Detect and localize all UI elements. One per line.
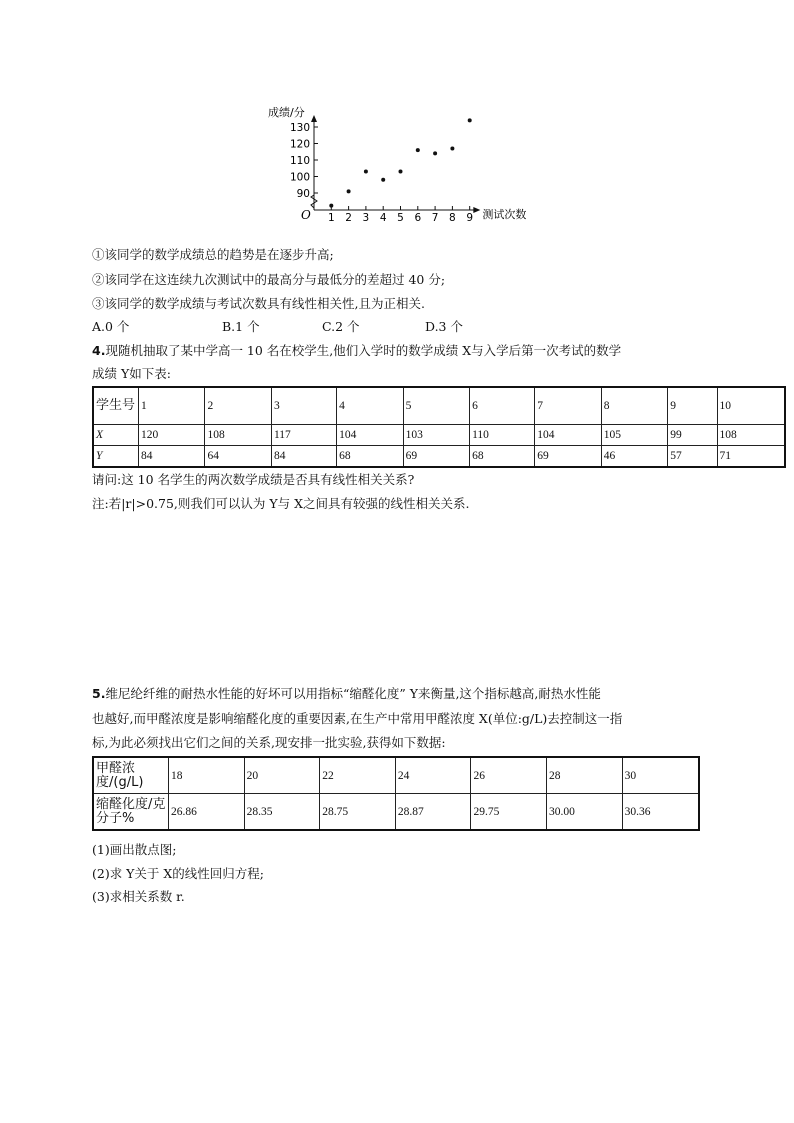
id-cell: 6 (470, 387, 535, 425)
concentration-cell: 30 (622, 757, 699, 794)
concentration-cell: 24 (395, 757, 471, 794)
acetal-cell: 30.00 (547, 794, 623, 831)
id-cell: 7 (535, 387, 601, 425)
y-cell: 84 (271, 446, 336, 468)
x-cell: 104 (337, 425, 403, 446)
x-tick-label: 3 (362, 212, 370, 224)
x-cell: 110 (470, 425, 535, 446)
x-label: X (93, 425, 139, 446)
data-point (364, 170, 368, 174)
id-cell: 1 (139, 387, 205, 425)
table-row (93, 446, 785, 468)
option-d: D.3 个 (425, 319, 463, 334)
option-b: B.1 个 (222, 319, 260, 334)
q5-part1: (1)画出散点图; (92, 842, 177, 857)
header-label: 学生号 (93, 387, 139, 425)
q5-text1: 维尼纶纤维的耐热水性能的好坏可以用指标“缩醛化度” Y来衡量,这个指标越高,耐热水性能 (105, 686, 601, 701)
acetal-cell: 26.86 (169, 794, 245, 831)
q5-table (92, 756, 700, 831)
y-cell: 69 (535, 446, 601, 468)
concentration-cell: 28 (547, 757, 623, 794)
y-label: Y (93, 446, 139, 468)
x-tick-label: 9 (466, 212, 474, 224)
y-cell: 57 (668, 446, 717, 468)
x-tick-label: 6 (414, 212, 422, 224)
q4-table (92, 386, 786, 468)
acetal-cell: 28.75 (320, 794, 396, 831)
concentration-cell: 20 (244, 757, 320, 794)
table-row (93, 757, 699, 794)
data-point (468, 118, 472, 122)
row2-label: 缩醛化度/克分子% (93, 794, 169, 831)
id-cell: 10 (717, 387, 785, 425)
scatter-chart (260, 100, 540, 240)
q5-text-line2: 也越好,而甲醛浓度是影响缩醛化度的重要因素,在生产中常用甲醛浓度 X(单位:g/L)去控制这一指 (92, 711, 623, 726)
y-tick-label: 120 (289, 138, 310, 151)
x-tick-label: 4 (379, 212, 387, 224)
table-row (93, 425, 785, 446)
y-cell: 68 (470, 446, 535, 468)
id-cell: 3 (271, 387, 336, 425)
x-cell: 105 (601, 425, 667, 446)
option-c: C.2 个 (322, 319, 360, 334)
x-tick-label: 8 (449, 212, 456, 224)
y-tick-label: 100 (289, 171, 310, 184)
x-tick-label: 5 (397, 212, 404, 224)
q4-text-line1 (92, 341, 621, 359)
x-axis-label: 测试次数 (482, 208, 527, 221)
x-cell: 117 (271, 425, 336, 446)
id-cell: 4 (337, 387, 403, 425)
q4-question: 请问:这 10 名学生的两次数学成绩是否具有线性相关关系? (92, 472, 415, 487)
concentration-cell: 18 (169, 757, 245, 794)
y-cell: 84 (139, 446, 205, 468)
x-axis-arrow (473, 207, 480, 213)
y-cell: 64 (205, 446, 271, 468)
q5-text-line1 (92, 684, 601, 702)
acetal-cell: 29.75 (471, 794, 547, 831)
x-cell: 120 (139, 425, 205, 446)
q4-note: 注:若|r|>0.75,则我们可以认为 Y与 X之间具有较强的线性相关关系. (92, 496, 470, 511)
statement-3: ③该同学的数学成绩与考试次数具有线性相关性,且为正相关. (92, 296, 425, 311)
q5-part3: (3)求相关系数 r. (92, 889, 185, 904)
q4-text1: 现随机抽取了某中学高一 10 名在校学生,他们入学时的数学成绩 X与入学后第一次考试的数学 (105, 343, 622, 358)
x-cell: 108 (205, 425, 271, 446)
statement-2: ②该同学在这连续九次测试中的最高分与最低分的差超过 40 分; (92, 272, 446, 287)
concentration-cell: 26 (471, 757, 547, 794)
x-cell: 108 (717, 425, 785, 446)
y-tick-label: 110 (289, 155, 310, 167)
table-row (93, 794, 699, 831)
data-point (416, 148, 420, 152)
data-point (450, 146, 454, 150)
y-axis-arrow (311, 115, 317, 122)
acetal-cell: 30.36 (622, 794, 699, 831)
data-point (329, 204, 333, 208)
y-axis-label: 成绩/分 (268, 106, 305, 119)
data-point (347, 189, 351, 193)
x-cell: 104 (535, 425, 601, 446)
id-cell: 9 (668, 387, 717, 425)
row1-label: 甲醛浓度/(g/L) (93, 757, 169, 794)
data-point (433, 151, 437, 155)
data-point (399, 170, 403, 174)
concentration-cell: 22 (320, 757, 396, 794)
acetal-cell: 28.35 (244, 794, 320, 831)
q4-text-line2: 成绩 Y如下表: (92, 366, 171, 381)
q5-part2: (2)求 Y关于 X的线性回归方程; (92, 866, 265, 881)
y-cell: 46 (601, 446, 667, 468)
x-tick-label: 1 (327, 212, 335, 224)
y-cell: 68 (337, 446, 403, 468)
y-cell: 71 (717, 446, 785, 468)
data-point (381, 178, 385, 182)
origin-label: O (301, 208, 311, 222)
y-tick-label: 90 (296, 188, 310, 200)
x-cell: 99 (668, 425, 717, 446)
id-cell: 5 (403, 387, 469, 425)
statement-1: ①该同学的数学成绩总的趋势是在逐步升高; (92, 247, 334, 262)
id-cell: 2 (205, 387, 271, 425)
option-a: A.0 个 (92, 319, 130, 334)
x-tick-label: 2 (345, 212, 352, 224)
acetal-cell: 28.87 (395, 794, 471, 831)
y-cell: 69 (403, 446, 469, 468)
table-row (93, 387, 785, 425)
y-tick-label: 130 (289, 122, 310, 134)
id-cell: 8 (601, 387, 667, 425)
q5-text-line3: 标,为此必须找出它们之间的关系,现安排一批实验,获得如下数据: (92, 735, 446, 750)
q5-number: 5. (92, 686, 106, 701)
x-cell: 103 (403, 425, 469, 446)
x-tick-label: 7 (431, 212, 439, 224)
q4-number: 4. (92, 343, 106, 358)
